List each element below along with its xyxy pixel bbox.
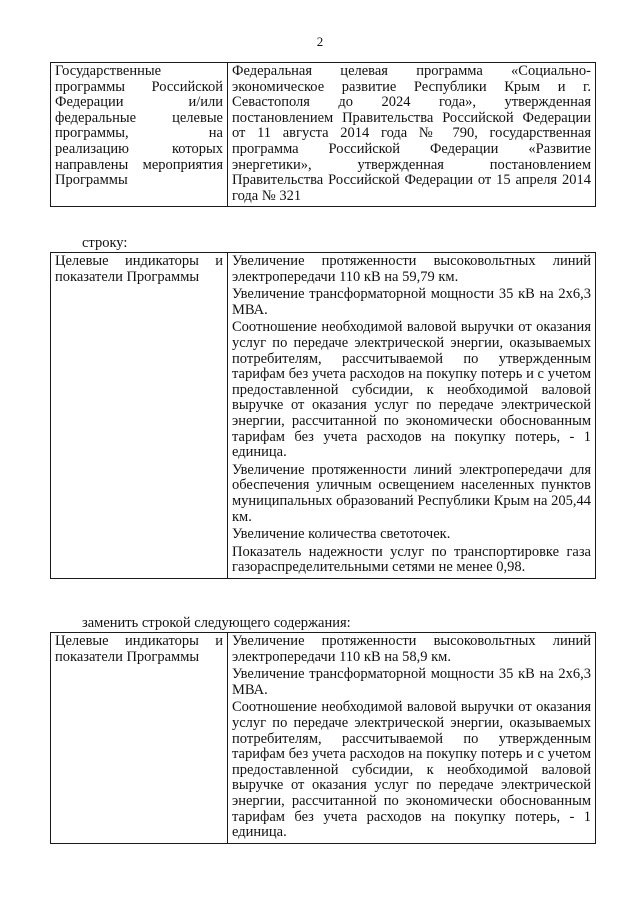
new-row-lead: заменить строкой следующего содержания: [82, 615, 351, 631]
old-indicators-row [51, 253, 596, 579]
old-indicator-item: Увеличение протяженности высоковольтных линий электропередачи 110 кВ на 59,79 км. [232, 253, 591, 285]
old-indicator-item: Соотношение необходимой валовой выручки от оказания услуг по передаче электрической энергии, оказываемых потребителям, рассчитываемой по утвержденным тарифам без учета расходов на покупку потерь и с учетом предоставленной субсидии, к необходимой валовой выручке от оказания услуг по передаче электрической энергии, рассчитанной по экономически обоснованным тарифам без учета расходов на покупку потерь, - 1 единица. [232, 319, 591, 461]
new-indicator-item: Увеличение протяженности высоковольтных линий электропередачи 110 кВ на 58,9 км. [232, 633, 591, 665]
new-indicators-table [50, 632, 596, 844]
programs-table [50, 62, 596, 207]
programs-value-cell: Федеральная целевая программа «Социально-экономическое развитие Республики Крым и г. Севастополя до 2024 года», утвержденная постановлением Правительства Российской Федерации от 11 августа 2014 года № 790, государственная программа Российской Федерации «Развитие энергетики», утвержденная постановлением Правительства Российской Федерации от 15 апреля 2014 года № 321 [228, 63, 596, 207]
new-indicators-label-cell: Целевые индикаторы и показатели Программы [51, 633, 228, 844]
old-indicator-item: Показатель надежности услуг по транспортировке газа газораспределительными сетями не менее 0,98. [232, 543, 591, 576]
old-indicator-item: Увеличение количества светоточек. [232, 526, 451, 543]
new-indicator-item: Увеличение трансформаторной мощности 35 кВ на 2х6,3 МВА. [232, 666, 591, 698]
new-indicator-item: Соотношение необходимой валовой выручки от оказания услуг по передаче электрической энергии, оказываемых потребителям, рассчитываемой по утвержденным тарифам без учета расходов на покупку потерь и с учетом предоставленной субсидии, к необходимой валовой выручке от оказания услуг по передаче электрической энергии, рассчитанной по экономически обоснованным тарифам без учета расходов на покупку потерь, - 1 единица. [232, 699, 591, 841]
old-indicator-item: Увеличение протяженности линий электропередачи для обеспечения уличным освещением населенных пунктов муниципальных образований Республики Крым на 205,44 км. [232, 461, 591, 525]
old-row-lead: строку: [82, 235, 128, 251]
new-indicators-value-cell [228, 633, 596, 844]
old-indicators-value-cell [228, 253, 596, 579]
new-indicators-row [51, 633, 596, 844]
programs-label-cell: Государственные программы Российской Федерации и/или федеральные целевые программы, на реализацию которых направлены мероприятия Программы [51, 63, 228, 207]
old-indicators-table [50, 252, 596, 579]
old-indicator-item: Увеличение трансформаторной мощности 35 кВ на 2х6,3 МВА. [232, 286, 591, 318]
programs-row [51, 63, 596, 207]
old-indicators-label-cell: Целевые индикаторы и показатели Программы [51, 253, 228, 579]
page-number: 2 [316, 34, 324, 49]
